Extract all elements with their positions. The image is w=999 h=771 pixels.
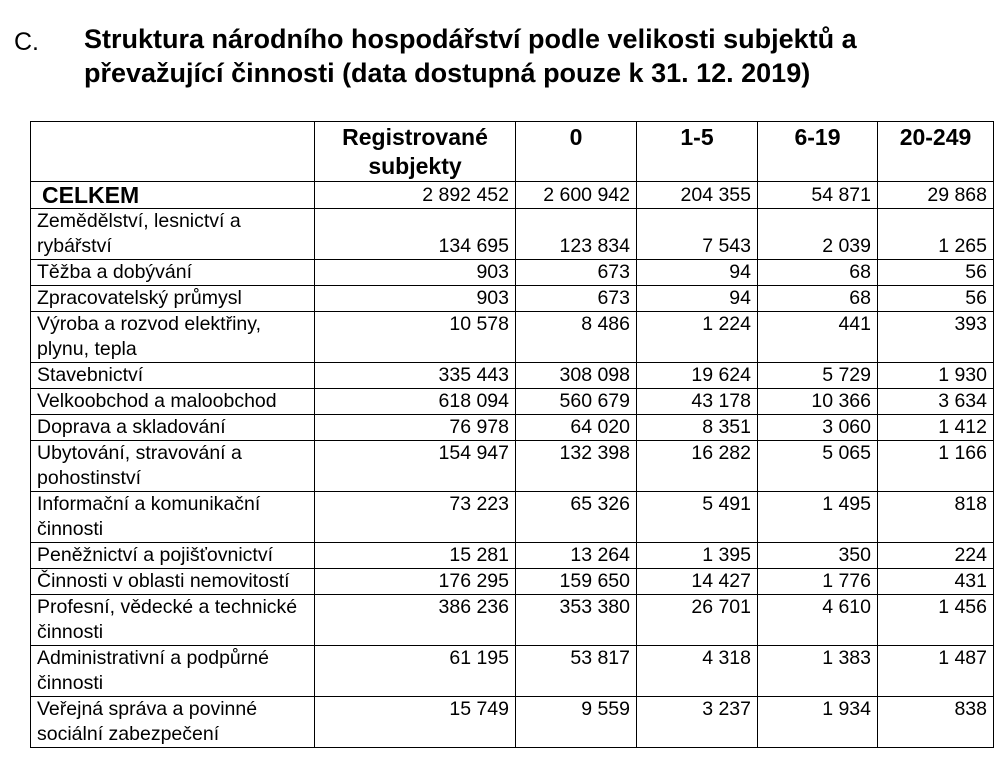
cell-size-1-5: 8 351: [637, 415, 758, 441]
cell-size-20-249: 224: [878, 543, 994, 569]
row-label: Zpracovatelský průmysl: [31, 286, 315, 312]
table-row: [31, 415, 994, 441]
cell-registered: 386 236: [315, 595, 516, 646]
cell-size-20-249: 56: [878, 286, 994, 312]
cell-size-1-5: 5 491: [637, 492, 758, 543]
row-label: Ubytování, stravování a pohostinství: [31, 441, 315, 492]
table-row: [31, 209, 994, 260]
cell-size-6-19: 3 060: [758, 415, 878, 441]
cell-size-6-19: 1 495: [758, 492, 878, 543]
row-label: Profesní, vědecké a technické činnosti: [31, 595, 315, 646]
table-row: [31, 646, 994, 697]
cell-registered: 10 578: [315, 312, 516, 363]
cell-size-20-249: 29 868: [878, 182, 994, 209]
cell-size-0: 159 650: [516, 569, 637, 595]
cell-size-0: 560 679: [516, 389, 637, 415]
row-label: Doprava a skladování: [31, 415, 315, 441]
cell-size-6-19: 54 871: [758, 182, 878, 209]
row-label: Peněžnictví a pojišťovnictví: [31, 543, 315, 569]
cell-registered: 15 749: [315, 697, 516, 748]
cell-size-1-5: 94: [637, 260, 758, 286]
column-header-size-6-19: 6-19: [758, 122, 878, 182]
column-header-size-20-249: 20-249: [878, 122, 994, 182]
cell-registered: 134 695: [315, 209, 516, 260]
cell-size-6-19: 1 776: [758, 569, 878, 595]
cell-size-20-249: 1 412: [878, 415, 994, 441]
cell-size-20-249: 838: [878, 697, 994, 748]
cell-size-20-249: 1 930: [878, 363, 994, 389]
table-row: [31, 441, 994, 492]
cell-size-6-19: 1 383: [758, 646, 878, 697]
cell-registered: 61 195: [315, 646, 516, 697]
row-label: Informační a komunikační činnosti: [31, 492, 315, 543]
cell-size-20-249: 393: [878, 312, 994, 363]
cell-size-20-249: 1 487: [878, 646, 994, 697]
cell-size-0: 65 326: [516, 492, 637, 543]
table-row: [31, 492, 994, 543]
row-label: Činnosti v oblasti nemovitostí: [31, 569, 315, 595]
row-label: Zemědělství, lesnictví a rybářství: [31, 209, 315, 260]
cell-registered: 903: [315, 286, 516, 312]
table-row: [31, 569, 994, 595]
cell-size-0: 673: [516, 286, 637, 312]
table-row: [31, 363, 994, 389]
cell-size-1-5: 4 318: [637, 646, 758, 697]
table-row: [31, 286, 994, 312]
column-header-registered: Registrované subjekty: [315, 122, 516, 182]
cell-size-0: 13 264: [516, 543, 637, 569]
cell-size-20-249: 56: [878, 260, 994, 286]
cell-registered: 903: [315, 260, 516, 286]
cell-size-0: 64 020: [516, 415, 637, 441]
cell-registered: 15 281: [315, 543, 516, 569]
cell-size-0: 308 098: [516, 363, 637, 389]
cell-size-0: 132 398: [516, 441, 637, 492]
cell-size-0: 8 486: [516, 312, 637, 363]
cell-size-1-5: 1 224: [637, 312, 758, 363]
cell-size-0: 123 834: [516, 209, 637, 260]
row-label: Těžba a dobývání: [31, 260, 315, 286]
cell-size-6-19: 2 039: [758, 209, 878, 260]
cell-size-1-5: 204 355: [637, 182, 758, 209]
cell-size-20-249: 1 456: [878, 595, 994, 646]
cell-size-1-5: 26 701: [637, 595, 758, 646]
cell-size-6-19: 5 729: [758, 363, 878, 389]
cell-size-1-5: 16 282: [637, 441, 758, 492]
cell-registered: 76 978: [315, 415, 516, 441]
cell-size-0: 53 817: [516, 646, 637, 697]
cell-size-6-19: 68: [758, 260, 878, 286]
table-row: [31, 312, 994, 363]
row-label: Administrativní a podpůrné činnosti: [31, 646, 315, 697]
cell-size-6-19: 441: [758, 312, 878, 363]
cell-size-1-5: 7 543: [637, 209, 758, 260]
cell-size-1-5: 19 624: [637, 363, 758, 389]
cell-size-20-249: 818: [878, 492, 994, 543]
table-header-row: [31, 122, 994, 182]
cell-size-1-5: 1 395: [637, 543, 758, 569]
table-row: [31, 595, 994, 646]
cell-size-0: 353 380: [516, 595, 637, 646]
table-row: [31, 543, 994, 569]
row-label: Velkoobchod a maloobchod: [31, 389, 315, 415]
cell-registered: 2 892 452: [315, 182, 516, 209]
cell-size-6-19: 1 934: [758, 697, 878, 748]
column-header-activity: [31, 122, 315, 182]
cell-size-20-249: 1 265: [878, 209, 994, 260]
column-header-size-0: 0: [516, 122, 637, 182]
column-header-size-1-5: 1-5: [637, 122, 758, 182]
cell-size-6-19: 350: [758, 543, 878, 569]
table-row: [31, 260, 994, 286]
cell-size-1-5: 94: [637, 286, 758, 312]
cell-size-6-19: 10 366: [758, 389, 878, 415]
section-letter: C.: [14, 28, 39, 56]
cell-size-1-5: 43 178: [637, 389, 758, 415]
cell-size-6-19: 5 065: [758, 441, 878, 492]
cell-size-1-5: 14 427: [637, 569, 758, 595]
row-label: CELKEM: [31, 182, 315, 209]
cell-size-20-249: 431: [878, 569, 994, 595]
cell-size-6-19: 4 610: [758, 595, 878, 646]
cell-registered: 618 094: [315, 389, 516, 415]
economy-structure-table: [30, 121, 994, 748]
cell-size-0: 673: [516, 260, 637, 286]
row-label: Stavebnictví: [31, 363, 315, 389]
table-row: [31, 389, 994, 415]
cell-size-20-249: 1 166: [878, 441, 994, 492]
cell-size-0: 2 600 942: [516, 182, 637, 209]
section-title: Struktura národního hospodářství podle velikosti subjektů a převažující činnosti (data dostupná pouze k 31. 12. 2019): [84, 24, 857, 88]
cell-registered: 154 947: [315, 441, 516, 492]
row-label: Výroba a rozvod elektřiny, plynu, tepla: [31, 312, 315, 363]
cell-size-20-249: 3 634: [878, 389, 994, 415]
cell-registered: 176 295: [315, 569, 516, 595]
cell-registered: 335 443: [315, 363, 516, 389]
table-row: [31, 697, 994, 748]
row-label: Veřejná správa a povinné sociální zabezpečení: [31, 697, 315, 748]
cell-size-1-5: 3 237: [637, 697, 758, 748]
cell-registered: 73 223: [315, 492, 516, 543]
cell-size-0: 9 559: [516, 697, 637, 748]
table-row-total: [31, 182, 994, 209]
cell-size-6-19: 68: [758, 286, 878, 312]
